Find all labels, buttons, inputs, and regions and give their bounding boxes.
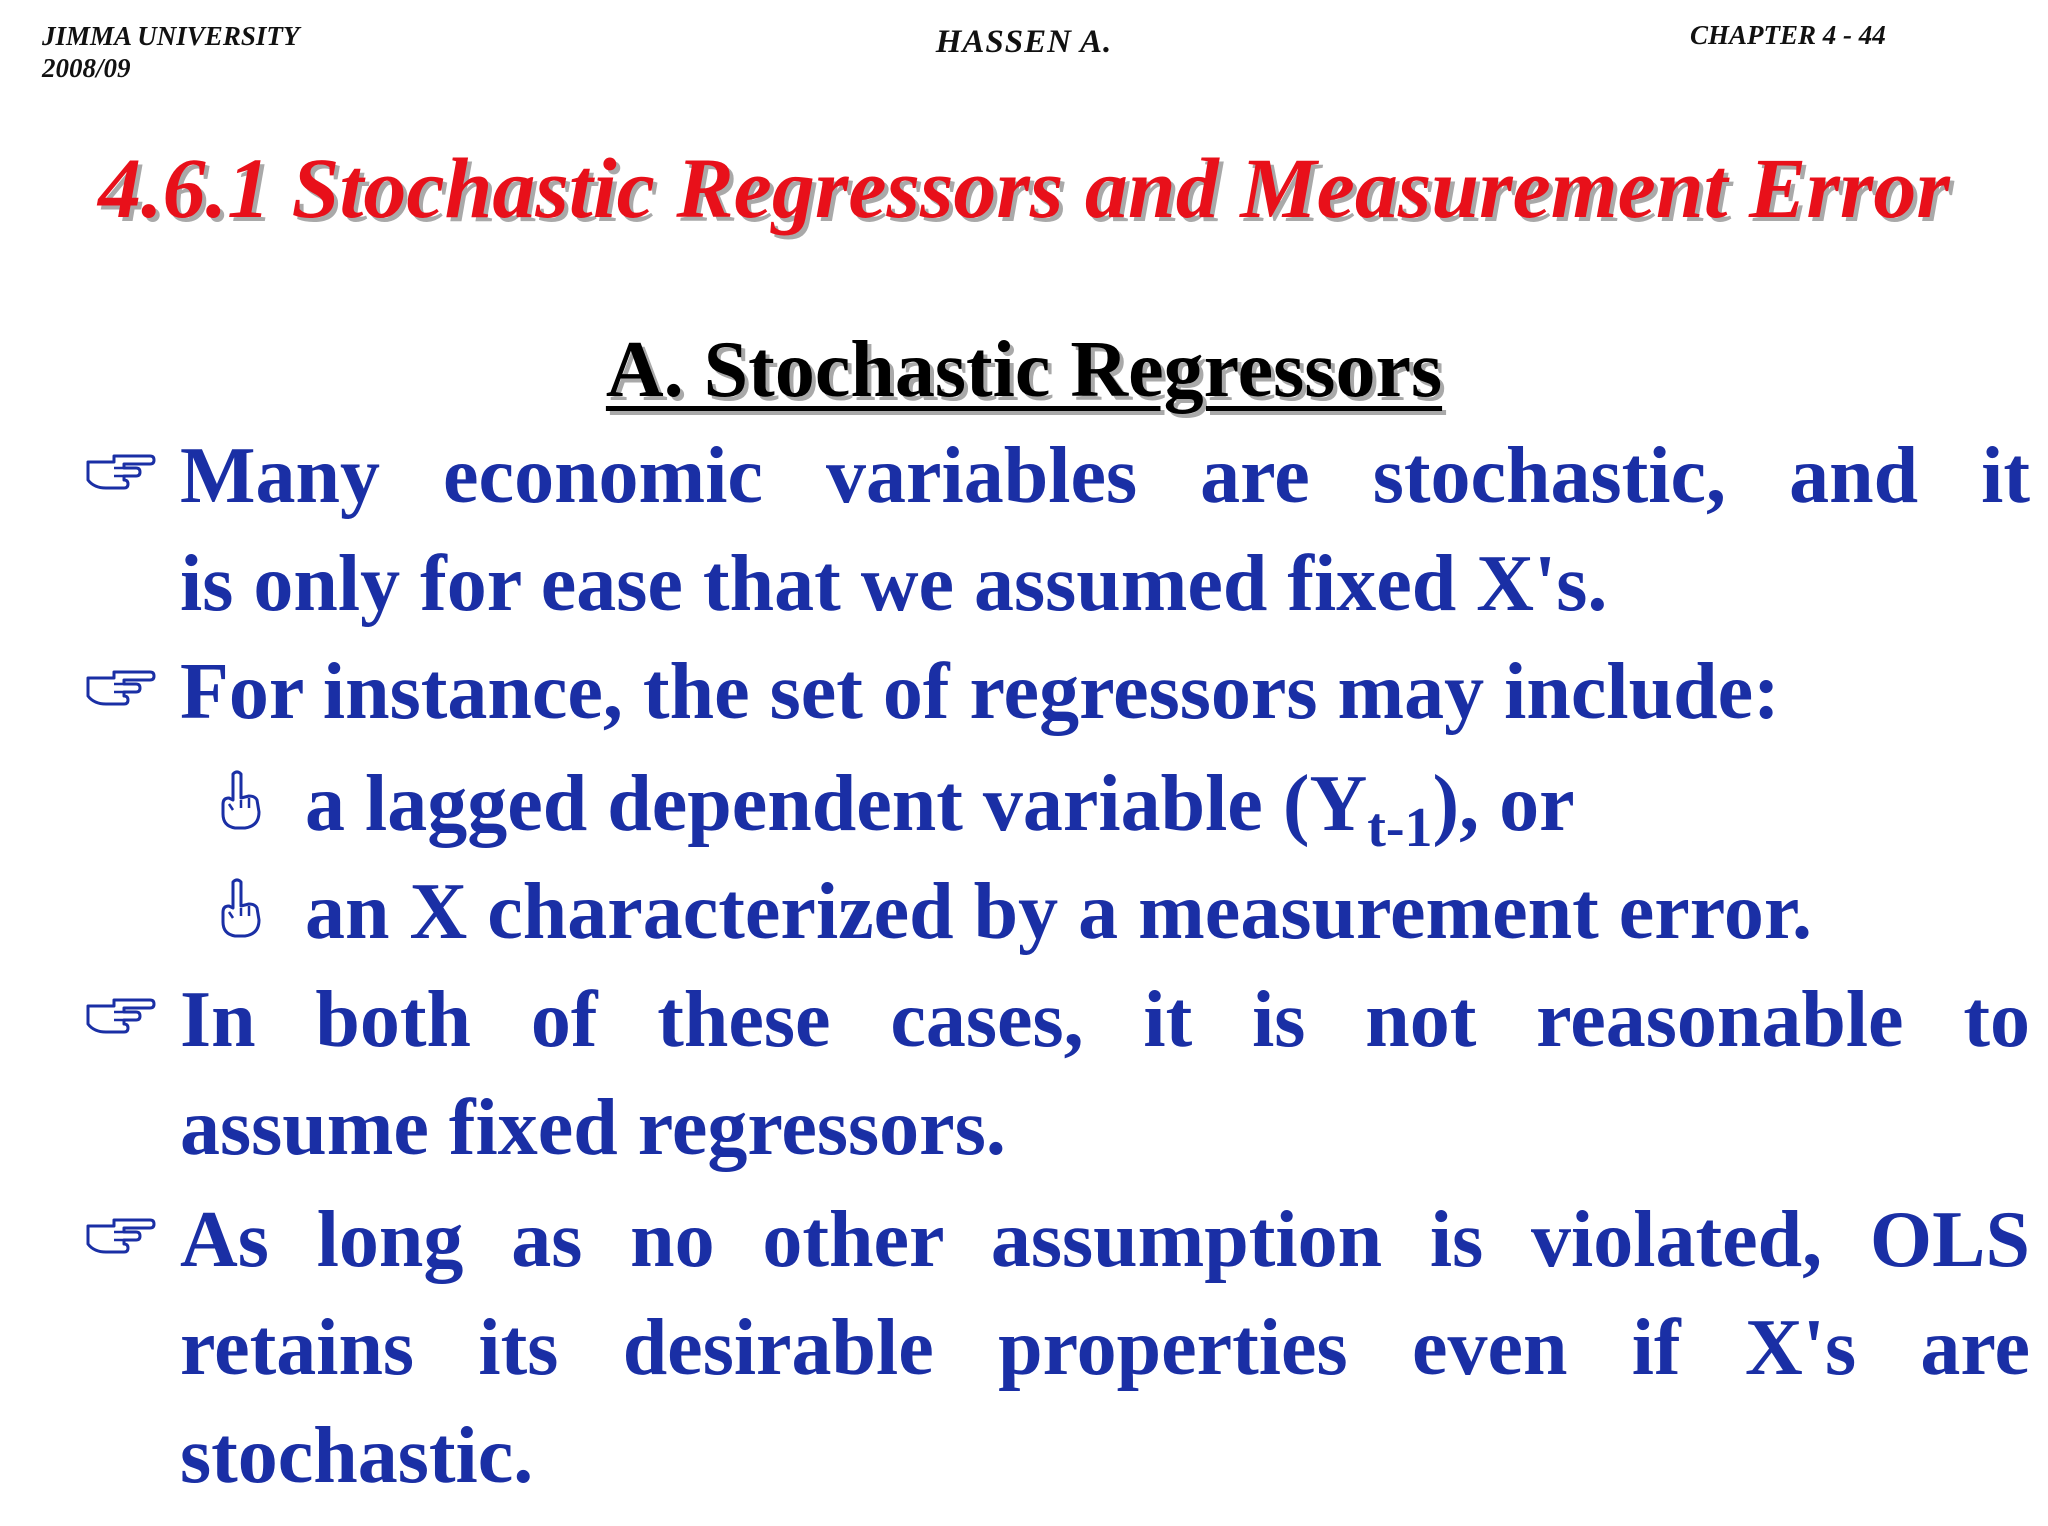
- sub-bullet-1-after: ), or: [1432, 760, 1575, 848]
- bullet-item-4: [180, 1186, 2030, 1510]
- bullet-1-line-2: is only for ease that we assumed fixed X's.: [180, 540, 1608, 628]
- slide-title: 4.6.1 Stochastic Regressors and Measurement Error: [98, 140, 1950, 236]
- index-finger-up-icon: [215, 770, 267, 832]
- bullet-4-line-3: stochastic.: [180, 1412, 534, 1500]
- bullet-2-line-1: For instance, the set of regressors may include:: [180, 648, 1780, 736]
- pointing-hand-icon: [84, 448, 156, 496]
- bullet-3-line-1: In both of these cases, it is not reasonable to: [180, 976, 2030, 1064]
- index-finger-up-icon: [215, 878, 267, 940]
- bullet-item-1: [180, 422, 2030, 638]
- sub-bullet-item-2: [305, 858, 1812, 966]
- bullet-3-line-2: assume fixed regressors.: [180, 1084, 1006, 1172]
- bullet-4-line-1: As long as no other assumption is violated, OLS: [180, 1196, 2030, 1284]
- bullet-item-3: [180, 966, 2030, 1182]
- sub-bullet-1-text: [305, 760, 1575, 859]
- pointing-hand-icon: [84, 992, 156, 1040]
- chapter-page-label: CHAPTER 4 - 44: [1690, 20, 1886, 50]
- university-name: JIMMA UNIVERSITY: [42, 21, 300, 51]
- pointing-hand-icon: [84, 664, 156, 712]
- section-heading: A. Stochastic Regressors: [605, 326, 1443, 414]
- author-name: HASSEN A.: [935, 24, 1113, 60]
- sub-bullet-1-before: a lagged dependent variable (Y: [305, 760, 1368, 848]
- subscript-t-minus-1: t-1: [1367, 797, 1433, 859]
- bullet-1-line-1: Many economic variables are stochastic, and it: [180, 432, 2030, 520]
- academic-year: 2008/09: [42, 53, 131, 83]
- sub-bullet-item-1: [305, 750, 1575, 858]
- bullet-4-line-2: retains its desirable properties even if X's are: [180, 1304, 2030, 1392]
- sub-bullet-2-text: an X characterized by a measurement error.: [305, 868, 1813, 956]
- bullet-item-2: [180, 638, 2030, 746]
- pointing-hand-icon: [84, 1212, 156, 1260]
